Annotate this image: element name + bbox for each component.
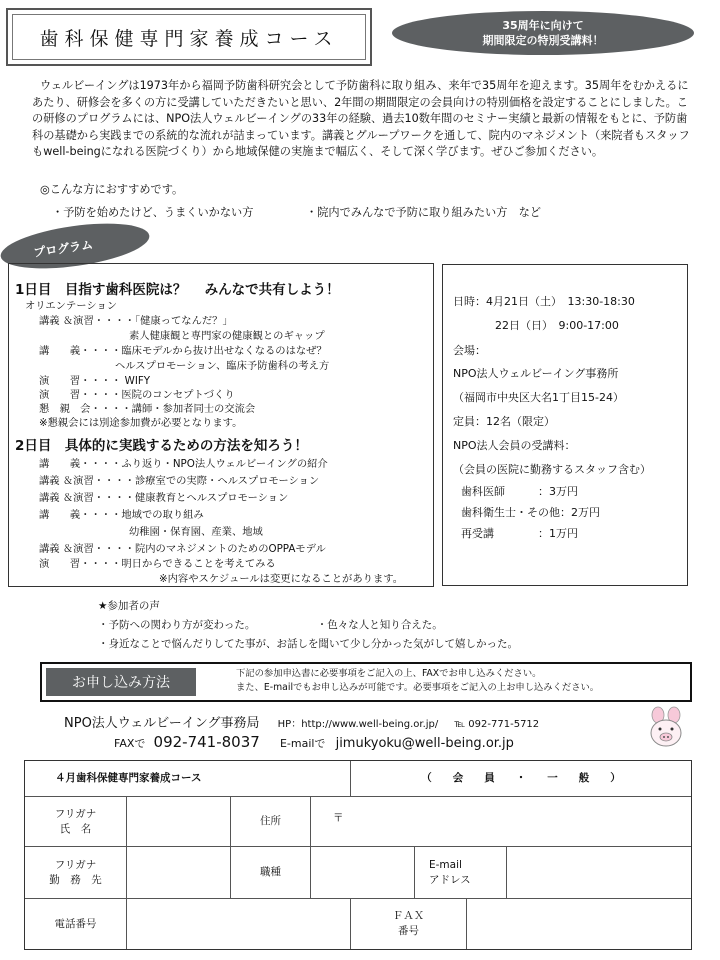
day1-note: ※懇親会には別途参加費が必要となります。 [39,417,243,429]
form-fax-label-1: ＦＡＸ [392,910,425,922]
email-address[interactable]: jimukyoku@well-being.or.jp [335,736,514,751]
apply-line-1: 下記の参加申込書に必要事項をご記入の上、FAXでお申し込みください。 [236,668,542,679]
form-name-label [25,797,127,847]
day2-row-1: 講 義・・・・ふり返り・NPO法人ウェルビーイングの紹介 [39,458,328,470]
form-member-type[interactable]: （ 会 員 ・ 一 般 ） [351,761,691,797]
participant-voices [98,597,518,654]
day1-row-3: 演 習・・・・ WIFY [39,375,151,387]
day1-orientation: オリエンテーション [25,300,118,312]
day2-row-5: 講義 ＆演習・・・・院内のマネジメントのためのOPPAモデル [39,543,326,555]
capacity: 定員：12名（限定） [453,415,555,428]
fax-label: FAXで [114,737,146,750]
venue-name: NPO法人ウェルビーイング事務所 [453,367,619,380]
form-email-label-2: アドレス [429,873,471,886]
pig-mascot-icon [648,706,684,748]
apply-line-2: また、E-mailでもお申し込みが可能です。必要事項をご記入の上お申し込みください。 [236,682,600,693]
venue-label: 会場： [453,344,486,357]
fee-note: （会員の医院に勤務するスタッフ含む） [453,463,651,476]
form-work-input[interactable] [127,847,231,899]
form-email-input[interactable] [507,847,691,899]
form-fax-label [351,899,467,949]
form-work-label [25,847,127,899]
day1-row-4: 演 習・・・・医院のコンセプトづくり [39,389,235,401]
day2-row-3: 講義 ＆演習・・・・健康教育とヘルスプロモーション [39,492,289,504]
form-job-input[interactable] [311,847,415,899]
program-tab-label: プログラム [32,237,94,260]
venue-address: （福岡市中央区大名1丁目15-24） [453,391,624,404]
day1-indent-2: ヘルスプロモーション、臨床予防歯科の考え方 [115,360,330,372]
date-line-1: 日時：4月21日（土） 13:30-18:30 [453,295,635,308]
fee-repeat: 再受講 ：1万円 [461,527,578,540]
page-title: 歯科保健専門家養成コース [12,14,366,60]
form-work-furigana: フリガナ [54,858,97,871]
day2-row-6: 演 習・・・・明日からできることを考えてみる [39,558,276,570]
day1-indent-1: 素人健康観と専門家の健康観とのギャップ [129,330,325,342]
email-label: E-mailで [279,737,326,750]
fax-email-line [114,733,514,751]
apply-section [40,662,692,702]
form-address-input[interactable] [311,797,691,847]
fee-hygienist: 歯科衛生士・その他：2万円 [461,506,600,519]
form-email-label [415,847,507,899]
form-work-text: 勤 務 先 [49,873,102,886]
form-phone-input[interactable] [127,899,351,949]
form-fax-input[interactable] [467,899,691,949]
recommend-item-1: ・予防を始めたけど、うまくいかない方 [52,206,254,219]
day2-row-4: 講 義・・・・地域での取り組み [39,509,204,521]
apply-instructions [236,667,599,695]
voice-item-1: ・予防への関わり方が変わった。 [98,619,256,631]
promo-line-2: 期間限定の特別受講料！ [482,34,604,47]
program-note: ※内容やスケジュールは変更になることがあります。 [159,573,404,585]
details-box [442,264,688,586]
day2-title: 2日目 具体的に実践するための方法を知ろう！ [15,438,308,454]
day1-row-2: 講 義・・・・臨床モデルから抜け出せなくなるのはなぜ？ [39,345,327,357]
form-phone-label: 電話番号 [25,899,127,949]
day2-row-2: 講義 ＆演習・・・・診療室での実際・ヘルスプロモーション [39,475,320,487]
program-box [8,263,434,587]
day1-row-1: 講義 ＆演習・・・・「健康ってなんだ？」 [39,315,233,327]
recommend-item-2: ・院内でみんなで予防に取り組みたい方 など [306,206,541,219]
tel-number: ℡ 092-771-5712 [454,719,540,730]
form-name-text: 氏 名 [59,822,92,835]
application-form [24,760,692,950]
day2-indent: 幼稚園・保育園、産業、地域 [129,526,263,538]
intro-paragraph: ウェルビーイングは1973年から福岡予防歯科研究会として予防歯科に取り組み、来年で35周年を迎えます。35周年をむかえるにあたり、研修会を多くの方に受講していただきたいと思い、2年間の期間限定の会員向けの特別価格を設定することにしました。この研修のプログラムには、NPO法人ウェルビーイングの33年の経験、過去10数年間のセミナー実績と最新の情報をもとに、予防歯科の基礎から実践までの系統的な流れが詰まっています。講義とグループワークを通して、院内のマネジメント（来院者もスタッフもwell-beingになれる医院づくり）から地域保健の実施まで幅広く、そして深く学びます。ぜひご参加ください。 [32,79,690,158]
day1-row-5: 懇 親 会・・・・講師・参加者同士の交流会 [39,403,256,415]
fax-number: 092-741-8037 [153,733,260,751]
voice-item-2: ・色々な人と知り合えた。 [316,619,443,631]
form-fax-label-2: 番号 [398,925,419,937]
title-box [6,8,372,66]
fee-label: NPO法人会員の受講料： [453,439,576,452]
recommend-heading: ◎こんな方におすすめです。 [40,183,184,196]
promo-badge [392,11,694,55]
form-name-furigana: フリガナ [54,807,97,820]
apply-label: お申し込み方法 [46,668,196,696]
date-line-2: 22日（日） 9:00-17:00 [495,319,619,332]
form-email-label-1: E-mail [429,858,462,871]
postal-mark: 〒 [333,812,344,824]
promo-line-1: 35周年に向けて [502,19,584,32]
fee-dentist: 歯科医師 ：3万円 [461,485,578,498]
office-name: NPO法人ウェルビーイング事務局 [64,716,260,731]
form-name-input[interactable] [127,797,231,847]
day1-title: 1日目 目指す歯科医院は？ みんなで共有しよう！ [15,282,340,298]
form-course-name: ４月歯科保健専門家養成コース [25,761,351,797]
office-line [64,712,539,731]
voices-row [98,616,518,635]
homepage-link[interactable]: HP：http://www.well-being.or.jp/ [277,719,439,730]
form-address-label: 住所 [231,797,311,847]
form-job-label: 職種 [231,847,311,899]
voice-item-3: ・身近なことで悩んだりしてた事が、お話しを聞いて少し分かった気がして嬉しかった。 [98,638,518,650]
voices-heading: ★参加者の声 [98,600,160,612]
